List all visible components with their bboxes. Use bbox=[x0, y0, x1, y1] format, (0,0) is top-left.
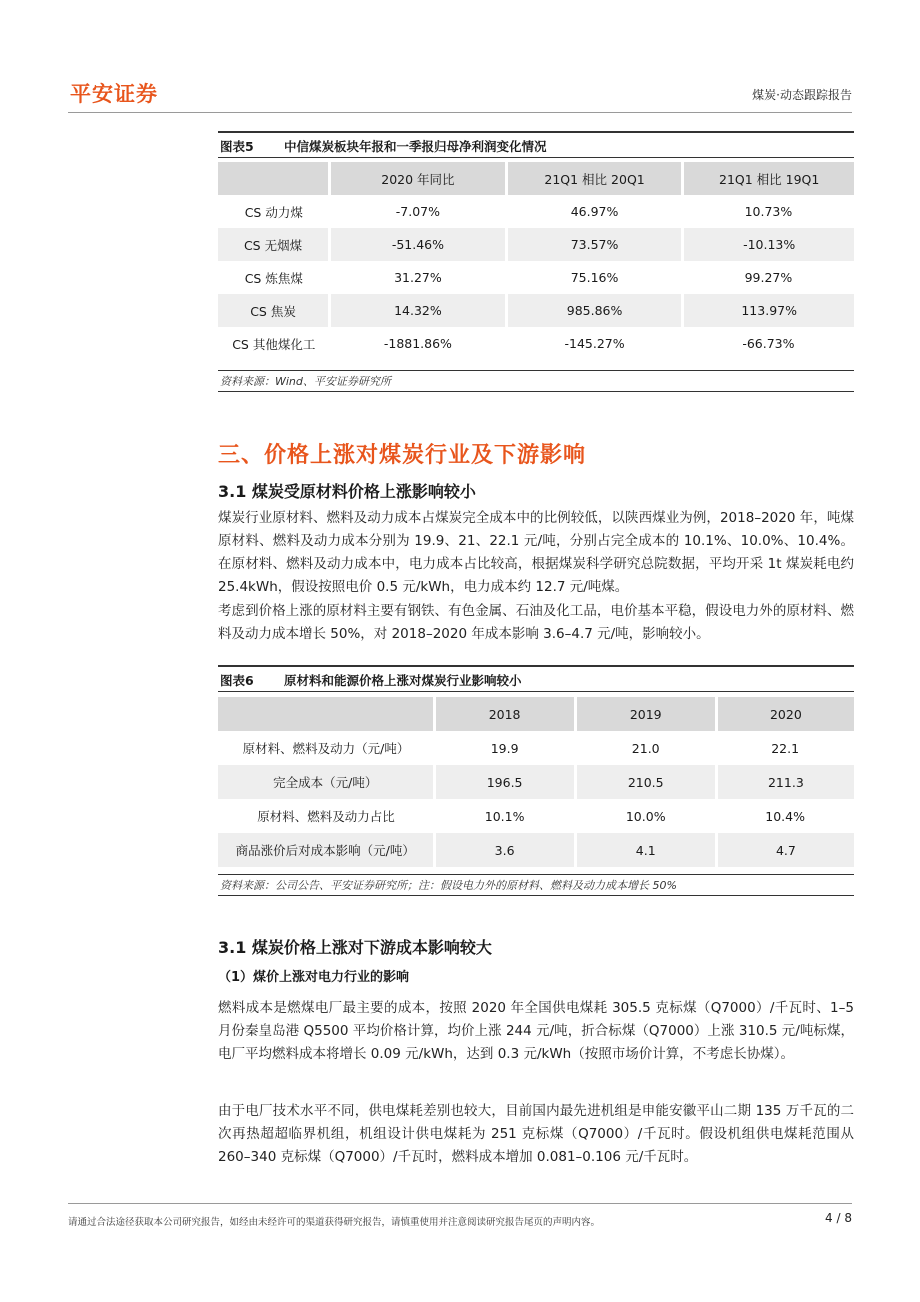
table-header-row bbox=[218, 697, 854, 731]
figure6-table bbox=[218, 697, 854, 867]
row-label: 完全成本（元/吨） bbox=[218, 765, 434, 799]
row-label: 原材料、燃料及动力占比 bbox=[257, 809, 395, 824]
table-row bbox=[218, 765, 854, 799]
row-label: 原材料、燃料及动力（元/吨） bbox=[242, 741, 410, 756]
figure5-header bbox=[218, 131, 854, 158]
sub-subsection-title: （1）煤价上涨对电力行业的影响 bbox=[218, 970, 410, 985]
table-cell: 211.3 bbox=[716, 765, 854, 799]
table-cell: -1881.86% bbox=[383, 336, 452, 351]
footer-disclaimer: 请通过合法途径获取本公司研究报告，如经由未经许可的渠道获得研究报告，请慎重使用并注意阅读研究报告尾页的声明内容。 bbox=[68, 1217, 601, 1228]
table-cell: 113.97% bbox=[683, 294, 854, 327]
table-row bbox=[218, 327, 854, 360]
col-header: 2018 bbox=[434, 697, 575, 731]
row-label: CS 其他煤化工 bbox=[232, 336, 316, 352]
col-header: 2020 bbox=[716, 697, 854, 731]
table-cell: 10.73% bbox=[744, 204, 793, 219]
paragraph: 煤炭行业原材料、燃料及动力成本占煤炭完全成本中的比例较低，以陕西煤业为例，2018–2020 年，吨煤原材料、燃料及动力成本分别为 19.9、21、22.1 元/吨，分别占完全成本的 10.1%、10.0%、10.4%。在原材料、燃料及动力成本中，电力成本占比较高，根据煤炭科学研究总院数据，平均开采 1t 煤炭耗电约 25.4kWh，假设按照电价 0.5 元/kWh，电力成本约 12.7 元/吨煤。 bbox=[218, 510, 854, 595]
figure6-title: 原材料和能源价格上涨对煤炭行业影响较小 bbox=[284, 673, 522, 688]
table-cell: 10.4% bbox=[765, 808, 805, 824]
table-cell: 985.86% bbox=[506, 294, 683, 327]
col-header: 21Q1 相比 19Q1 bbox=[683, 162, 854, 195]
figure5-table bbox=[218, 162, 854, 360]
table-cell: 196.5 bbox=[434, 765, 575, 799]
header-divider bbox=[68, 112, 852, 113]
table-cell: 75.16% bbox=[570, 270, 619, 285]
table-cell: 3.6 bbox=[434, 833, 575, 867]
paragraph: 考虑到价格上涨的原材料主要有钢铁、有色金属、石油及化工品，电价基本平稳，假设电力外的原材料、燃料及动力成本增长 50%，对 2018–2020 年成本影响 3.6–4.7 元/吨，影响较小。 bbox=[218, 603, 854, 642]
table-row bbox=[218, 731, 854, 765]
table-cell: -145.27% bbox=[564, 336, 625, 351]
table-cell: 19.9 bbox=[490, 740, 519, 756]
table-cell: 99.27% bbox=[744, 270, 793, 285]
table-row bbox=[218, 228, 854, 261]
section-title: 三、价格上涨对煤炭行业及下游影响 bbox=[218, 443, 587, 468]
table-cell: 46.97% bbox=[570, 204, 619, 219]
figure6-source: 资料来源：公司公告、平安证券研究所；注：假设电力外的原材料、燃料及动力成本增长 50% bbox=[218, 874, 854, 896]
table-row bbox=[218, 195, 854, 228]
table-cell: 10.1% bbox=[484, 808, 525, 824]
figure6-number: 图表6 bbox=[220, 673, 254, 688]
row-label: CS 炼焦煤 bbox=[244, 270, 303, 286]
figure6-header bbox=[218, 665, 854, 692]
table-cell: 4.7 bbox=[716, 833, 854, 867]
brand-logo-text: 平安证券 bbox=[70, 82, 158, 106]
col-header: 2020 年同比 bbox=[330, 162, 507, 195]
table-cell: -7.07% bbox=[395, 204, 441, 219]
figure5-number: 图表5 bbox=[220, 139, 254, 154]
table-cell: 31.27% bbox=[394, 270, 442, 285]
paragraph: 燃料成本是燃煤电厂最主要的成本，按照 2020 年全国供电煤耗 305.5 克标煤（Q7000）/千瓦时、1–5 月份秦皇岛港 Q5500 平均价格计算，均价上涨 244 元/吨，折合标煤（Q7000）上涨 310.5 元/吨标煤，电厂平均燃料成本将增长 0.09 元/kWh，达到 0.3 元/kWh（按照市场价计算，不考虑长协煤）。 bbox=[218, 1000, 854, 1062]
table-cell: -66.73% bbox=[742, 336, 795, 351]
row-label: 商品涨价后对成本影响（元/吨） bbox=[218, 833, 434, 867]
table-cell: 73.57% bbox=[506, 228, 683, 261]
col-header: 2019 bbox=[575, 697, 716, 731]
subsection-title: 3.1 煤炭价格上涨对下游成本影响较大 bbox=[218, 938, 492, 957]
report-type: 煤炭·动态跟踪报告 bbox=[752, 88, 852, 102]
row-label: CS 动力煤 bbox=[244, 204, 303, 220]
table-row bbox=[218, 261, 854, 294]
table-cell: 21.0 bbox=[631, 740, 660, 756]
figure5-source: 资料来源：Wind、平安证券研究所 bbox=[218, 370, 854, 392]
table-header-row bbox=[218, 162, 854, 195]
table-cell: 4.1 bbox=[575, 833, 716, 867]
row-label: CS 焦炭 bbox=[218, 294, 330, 327]
table-cell: -51.46% bbox=[330, 228, 507, 261]
table-row bbox=[218, 294, 854, 327]
figure5-title: 中信煤炭板块年报和一季报归母净利润变化情况 bbox=[284, 139, 547, 154]
footer-divider bbox=[68, 1203, 852, 1204]
table-cell: 10.0% bbox=[625, 808, 666, 824]
col-header bbox=[218, 697, 434, 731]
col-header: 21Q1 相比 20Q1 bbox=[506, 162, 683, 195]
table-row bbox=[218, 799, 854, 833]
table-row bbox=[218, 833, 854, 867]
row-label: CS 无烟煤 bbox=[218, 228, 330, 261]
table-cell: 14.32% bbox=[330, 294, 507, 327]
page-number: 4 / 8 bbox=[825, 1211, 852, 1225]
subsection-title: 3.1 煤炭受原材料价格上涨影响较小 bbox=[218, 482, 476, 501]
table-cell: -10.13% bbox=[683, 228, 854, 261]
table-cell: 22.1 bbox=[771, 740, 800, 756]
table-cell: 210.5 bbox=[575, 765, 716, 799]
paragraph: 由于电厂技术水平不同，供电煤耗差别也较大，目前国内最先进机组是申能安徽平山二期 135 万千瓦的二次再热超超临界机组，机组设计供电煤耗为 251 克标煤（Q7000）/千瓦时。假设机组供电煤耗范围从 260–340 克标煤（Q7000）/千瓦时，燃料成本增加 0.081–0.106 元/千瓦时。 bbox=[218, 1103, 854, 1165]
col-header bbox=[218, 162, 330, 195]
